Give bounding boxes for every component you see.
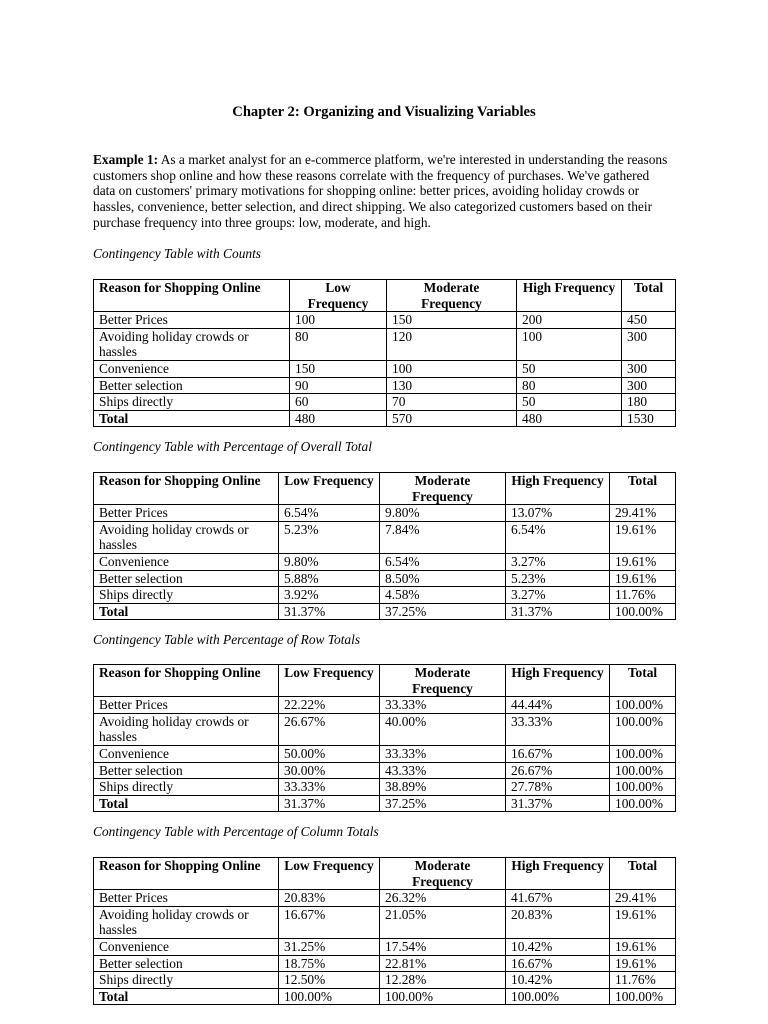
table-cell: 10.42% — [506, 938, 610, 955]
table-cell: 130 — [387, 377, 517, 394]
column-header: Total — [610, 665, 676, 697]
column-header: High Frequency — [517, 280, 622, 312]
table-cell: 16.67% — [279, 906, 380, 938]
table-cell: 26.67% — [506, 762, 610, 779]
total-row — [94, 410, 676, 427]
table-cell: 41.67% — [506, 890, 610, 907]
table-cell: 150 — [290, 360, 387, 377]
table-cell: 16.67% — [506, 955, 610, 972]
table-cell: 13.07% — [506, 505, 610, 522]
table-cell: 120 — [387, 328, 517, 360]
table-cell: 8.50% — [380, 570, 506, 587]
table-row — [94, 360, 676, 377]
page-title: Chapter 2: Organizing and Visualizing Variables — [232, 104, 536, 120]
row-label: Ships directly — [94, 779, 279, 796]
table-cell: 19.61% — [610, 553, 676, 570]
table-cell: 100.00% — [610, 713, 676, 745]
table-row — [94, 972, 676, 989]
row-label: Better selection — [94, 570, 279, 587]
table-cell: 570 — [387, 410, 517, 427]
table-row — [94, 505, 676, 522]
table-cell: 5.23% — [506, 570, 610, 587]
row-label: Avoiding holiday crowds or hassles — [94, 328, 290, 360]
row-label: Total — [94, 603, 279, 620]
table-cell: 450 — [622, 312, 676, 329]
column-header: Total — [622, 280, 676, 312]
row-label: Total — [94, 410, 290, 427]
contingency-table-column-percentage — [93, 857, 676, 1005]
column-header: Low Frequency — [279, 665, 380, 697]
column-header: Reason for Shopping Online — [94, 473, 279, 505]
row-label: Avoiding holiday crowds or hassles — [94, 906, 279, 938]
table-cell: 7.84% — [380, 521, 506, 553]
contingency-table-counts — [93, 279, 676, 427]
row-label: Better Prices — [94, 890, 279, 907]
column-header: Reason for Shopping Online — [94, 665, 279, 697]
table-cell: 70 — [387, 394, 517, 411]
table-cell: 12.50% — [279, 972, 380, 989]
total-row — [94, 988, 676, 1005]
table-cell: 11.76% — [610, 587, 676, 604]
table-caption-overall-pct: Contingency Table with Percentage of Overall Total — [93, 439, 372, 454]
table-cell: 16.67% — [506, 745, 610, 762]
row-label: Avoiding holiday crowds or hassles — [94, 713, 279, 745]
table-cell: 100.00% — [610, 988, 676, 1005]
table-cell: 100.00% — [610, 603, 676, 620]
column-header: Total — [610, 858, 676, 890]
table-cell: 40.00% — [380, 713, 506, 745]
table-cell: 21.05% — [380, 906, 506, 938]
column-header: Total — [610, 473, 676, 505]
table-cell: 3.27% — [506, 553, 610, 570]
table-cell: 4.58% — [380, 587, 506, 604]
table-cell: 20.83% — [279, 890, 380, 907]
table-row — [94, 377, 676, 394]
table-row — [94, 890, 676, 907]
table-row — [94, 779, 676, 796]
table-row — [94, 521, 676, 553]
table-cell: 30.00% — [279, 762, 380, 779]
table-caption-row-pct: Contingency Table with Percentage of Row Totals — [93, 632, 361, 647]
table-cell: 33.33% — [380, 697, 506, 714]
table-cell: 31.37% — [506, 603, 610, 620]
table-cell: 11.76% — [610, 972, 676, 989]
table-cell: 26.67% — [279, 713, 380, 745]
table-cell: 31.37% — [279, 795, 380, 812]
table-cell: 180 — [622, 394, 676, 411]
table-cell: 3.92% — [279, 587, 380, 604]
table-header-row — [94, 665, 676, 697]
table-cell: 27.78% — [506, 779, 610, 796]
table-row — [94, 328, 676, 360]
row-label: Convenience — [94, 360, 290, 377]
row-label: Better Prices — [94, 505, 279, 522]
table-caption-counts: Contingency Table with Counts — [93, 246, 262, 261]
row-label: Better Prices — [94, 697, 279, 714]
table-row — [94, 762, 676, 779]
table-cell: 100 — [517, 328, 622, 360]
table-cell: 150 — [387, 312, 517, 329]
table-cell: 33.33% — [380, 745, 506, 762]
table-cell: 9.80% — [279, 553, 380, 570]
table-cell: 29.41% — [610, 505, 676, 522]
table-cell: 300 — [622, 360, 676, 377]
column-header: Reason for Shopping Online — [94, 858, 279, 890]
table-cell: 37.25% — [380, 603, 506, 620]
table-cell: 33.33% — [279, 779, 380, 796]
row-label: Avoiding holiday crowds or hassles — [94, 521, 279, 553]
example-text: As a market analyst for an e-commerce platform, we're interested in understanding the reasons customers shop online and how these reasons correlate with the frequency of purchases. We've gathered data on customers' primary motivations for shopping online: better prices, avoiding holiday crowds or hassles, convenience, better selection, and direct shipping. We also categorized customers based on their purchase frequency into three groups: low, moderate, and high. — [93, 152, 668, 230]
column-header: High Frequency — [506, 665, 610, 697]
column-header: High Frequency — [506, 858, 610, 890]
table-cell: 100 — [290, 312, 387, 329]
table-row — [94, 553, 676, 570]
row-label: Ships directly — [94, 972, 279, 989]
table-cell: 19.61% — [610, 938, 676, 955]
table-cell: 26.32% — [380, 890, 506, 907]
table-cell: 19.61% — [610, 955, 676, 972]
total-row — [94, 795, 676, 812]
table-cell: 50 — [517, 394, 622, 411]
table-caption-column-pct: Contingency Table with Percentage of Column Totals — [93, 824, 379, 839]
table-cell: 29.41% — [610, 890, 676, 907]
contingency-table-overall-percentage — [93, 472, 676, 620]
total-row — [94, 603, 676, 620]
table-cell: 18.75% — [279, 955, 380, 972]
table-cell: 6.54% — [380, 553, 506, 570]
column-header: Moderate Frequency — [380, 473, 506, 505]
table-cell: 38.89% — [380, 779, 506, 796]
table-cell: 80 — [517, 377, 622, 394]
row-label: Better selection — [94, 377, 290, 394]
table-cell: 100.00% — [610, 745, 676, 762]
table-row — [94, 570, 676, 587]
column-header: Low Frequency — [290, 280, 387, 312]
table-cell: 3.27% — [506, 587, 610, 604]
table-cell: 100.00% — [610, 762, 676, 779]
table-header-row — [94, 473, 676, 505]
table-header-row — [94, 858, 676, 890]
table-row — [94, 713, 676, 745]
table-cell: 50.00% — [279, 745, 380, 762]
table-cell: 19.61% — [610, 521, 676, 553]
table-cell: 80 — [290, 328, 387, 360]
column-header: Moderate Frequency — [380, 665, 506, 697]
table-row — [94, 697, 676, 714]
table-cell: 100.00% — [610, 795, 676, 812]
table-cell: 50 — [517, 360, 622, 377]
table-cell: 100.00% — [279, 988, 380, 1005]
table-cell: 44.44% — [506, 697, 610, 714]
table-cell: 19.61% — [610, 906, 676, 938]
table-cell: 300 — [622, 377, 676, 394]
table-cell: 10.42% — [506, 972, 610, 989]
table-cell: 33.33% — [506, 713, 610, 745]
row-label: Better Prices — [94, 312, 290, 329]
column-header: Low Frequency — [279, 473, 380, 505]
table-row — [94, 745, 676, 762]
table-cell: 480 — [290, 410, 387, 427]
table-cell: 6.54% — [506, 521, 610, 553]
row-label: Convenience — [94, 745, 279, 762]
table-cell: 1530 — [622, 410, 676, 427]
table-cell: 200 — [517, 312, 622, 329]
example-label: Example 1: — [93, 152, 159, 167]
contingency-table-row-percentage — [93, 664, 676, 812]
table-cell: 90 — [290, 377, 387, 394]
table-cell: 5.23% — [279, 521, 380, 553]
table-row — [94, 587, 676, 604]
row-label: Better selection — [94, 762, 279, 779]
table-row — [94, 938, 676, 955]
column-header: Low Frequency — [279, 858, 380, 890]
column-header: Moderate Frequency — [380, 858, 506, 890]
table-cell: 17.54% — [380, 938, 506, 955]
table-cell: 100 — [387, 360, 517, 377]
table-cell: 43.33% — [380, 762, 506, 779]
table-row — [94, 906, 676, 938]
table-cell: 22.22% — [279, 697, 380, 714]
table-row — [94, 394, 676, 411]
row-label: Convenience — [94, 938, 279, 955]
row-label: Total — [94, 988, 279, 1005]
table-cell: 20.83% — [506, 906, 610, 938]
table-cell: 37.25% — [380, 795, 506, 812]
table-cell: 5.88% — [279, 570, 380, 587]
row-label: Ships directly — [94, 587, 279, 604]
intro-paragraph — [93, 152, 668, 231]
row-label: Total — [94, 795, 279, 812]
table-cell: 9.80% — [380, 505, 506, 522]
row-label: Ships directly — [94, 394, 290, 411]
table-cell: 12.28% — [380, 972, 506, 989]
column-header: Moderate Frequency — [387, 280, 517, 312]
table-cell: 31.37% — [506, 795, 610, 812]
table-cell: 31.37% — [279, 603, 380, 620]
table-cell: 480 — [517, 410, 622, 427]
table-header-row — [94, 280, 676, 312]
table-cell: 60 — [290, 394, 387, 411]
table-cell: 31.25% — [279, 938, 380, 955]
row-label: Convenience — [94, 553, 279, 570]
column-header: Reason for Shopping Online — [94, 280, 290, 312]
table-cell: 19.61% — [610, 570, 676, 587]
table-cell: 100.00% — [380, 988, 506, 1005]
table-cell: 300 — [622, 328, 676, 360]
table-row — [94, 955, 676, 972]
column-header: High Frequency — [506, 473, 610, 505]
table-cell: 100.00% — [506, 988, 610, 1005]
table-cell: 100.00% — [610, 779, 676, 796]
row-label: Better selection — [94, 955, 279, 972]
table-cell: 6.54% — [279, 505, 380, 522]
table-cell: 22.81% — [380, 955, 506, 972]
table-cell: 100.00% — [610, 697, 676, 714]
table-row — [94, 312, 676, 329]
